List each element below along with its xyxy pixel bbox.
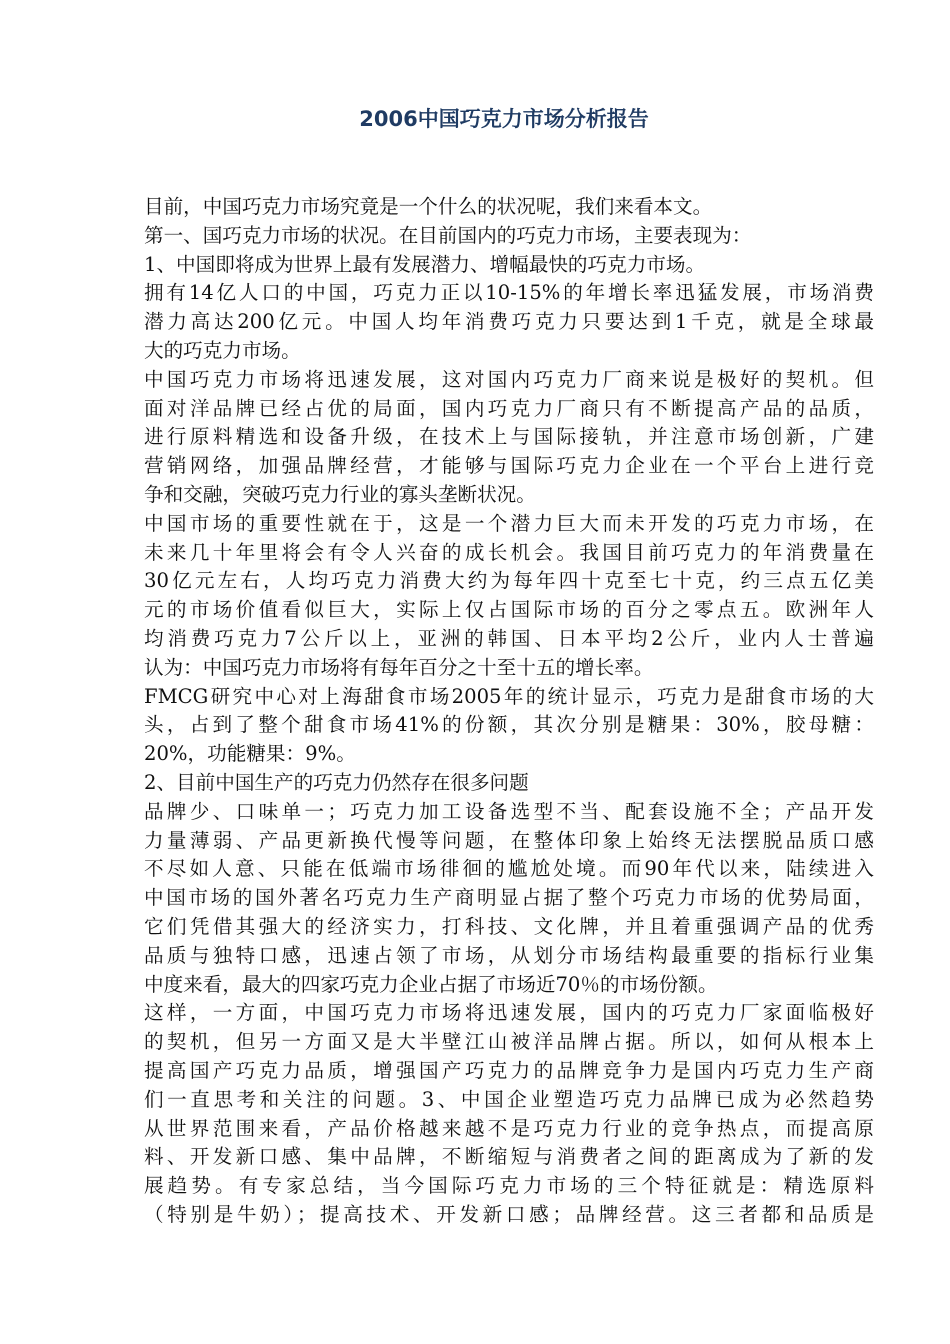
text-line: 它们凭借其强大的经济实力，打科技、文化牌，并且着重强调产品的优秀 — [144, 914, 874, 938]
text-line: 认为：中国巧克力市场将有每年百分之十至十五的增长率。 — [144, 655, 654, 679]
text-line: 2、目前中国生产的巧克力仍然存在很多问题 — [144, 770, 529, 794]
text-line: 从世界范围来看，产品价格越来越不是巧克力行业的竞争热点，而提高原 — [144, 1116, 874, 1140]
text-line: 中国市场的重要性就在于，这是一个潜力巨大而未开发的巧克力市场，在 — [144, 511, 874, 535]
text-line: 第一、国巧克力市场的状况。在目前国内的巧克力市场，主要表现为： — [144, 223, 752, 247]
text-line: （特别是牛奶）；提高技术、开发新口感；品牌经营。这三者都和品质是 — [144, 1202, 874, 1226]
text-line: 头，占到了整个甜食市场41%的份额，其次分别是糖果：30%，胶母糖： — [144, 713, 874, 737]
text-line: 面对洋品牌已经占优的局面，国内巧克力厂商只有不断提高产品的品质， — [144, 396, 874, 420]
text-line: 潜力高达200亿元。中国人均年消费巧克力只要达到1千克，就是全球最 — [144, 310, 874, 334]
text-line: 的契机，但另一方面又是大半壁江山被洋品牌占据。所以，如何从根本上 — [144, 1030, 874, 1054]
text-line: 料、开发新口感、集中品牌，不断缩短与消费者之间的距离成为了新的发 — [144, 1145, 874, 1169]
text-line: 品牌少、口味单一；巧克力加工设备选型不当、配套设施不全；产品开发 — [144, 799, 874, 823]
text-line: 30亿元左右，人均巧克力消费大约为每年四十克至七十克，约三点五亿美 — [144, 569, 874, 593]
text-line: 这样，一方面，中国巧克力市场将迅速发展，国内的巧克力厂家面临极好 — [144, 1001, 874, 1025]
text-line: 品质与独特口感，迅速占领了市场，从划分市场结构最重要的指标行业集 — [144, 943, 874, 967]
text-line: 营销网络，加强品牌经营，才能够与国际巧克力企业在一个平台上进行竞 — [144, 454, 874, 478]
text-line: 均消费巧克力7公斤以上，亚洲的韩国、日本平均2公斤，业内人士普遍 — [144, 626, 874, 650]
text-line: 进行原料精选和设备升级，在技术上与国际接轨，并注意市场创新，广建 — [144, 425, 874, 449]
text-line: 力量薄弱、产品更新换代慢等问题，在整体印象上始终无法摆脱品质口感 — [144, 828, 874, 852]
document-body — [144, 193, 874, 1230]
document-title: 2006中国巧克力市场分析报告 — [359, 107, 649, 131]
text-line: 们一直思考和关注的问题。3、中国企业塑造巧克力品牌已成为必然趋势 — [144, 1087, 874, 1111]
text-line: 1、中国即将成为世界上最有发展潜力、增幅最快的巧克力市场。 — [144, 252, 706, 276]
text-line: 未来几十年里将会有令人兴奋的成长机会。我国目前巧克力的年消费量在 — [144, 540, 874, 564]
text-line: 中度来看，最大的四家巧克力企业占据了市场近70％的市场份额。 — [144, 972, 718, 996]
text-line: 20%，功能糖果：9%。 — [144, 742, 356, 766]
text-line: 争和交融，突破巧克力行业的寡头垄断状况。 — [144, 482, 536, 506]
text-line: 提高国产巧克力品质，增强国产巧克力的品牌竞争力是国内巧克力生产商 — [144, 1058, 874, 1082]
text-line: 不尽如人意、只能在低端市场徘徊的尴尬处境。而90年代以来，陆续进入 — [144, 857, 874, 881]
text-line: 元的市场价值看似巨大，实际上仅占国际市场的百分之零点五。欧洲年人 — [144, 598, 874, 622]
text-line: 目前，中国巧克力市场究竟是一个什么的状况呢，我们来看本文。 — [144, 195, 713, 218]
text-line: 中国市场的国外著名巧克力生产商明显占据了整个巧克力市场的优势局面， — [144, 886, 874, 910]
text-line: 中国巧克力市场将迅速发展，这对国内巧克力厂商来说是极好的契机。但 — [144, 367, 874, 391]
text-line: 拥有14亿人口的中国，巧克力正以10-15%的年增长率迅猛发展，市场消费 — [144, 281, 874, 305]
text-line: 展趋势。有专家总结，当今国际巧克力市场的三个特征就是：精选原料 — [144, 1174, 874, 1198]
text-line: 大的巧克力市场。 — [144, 338, 301, 362]
text-line: FMCG研究中心对上海甜食市场2005年的统计显示，巧克力是甜食市场的大 — [144, 684, 874, 708]
